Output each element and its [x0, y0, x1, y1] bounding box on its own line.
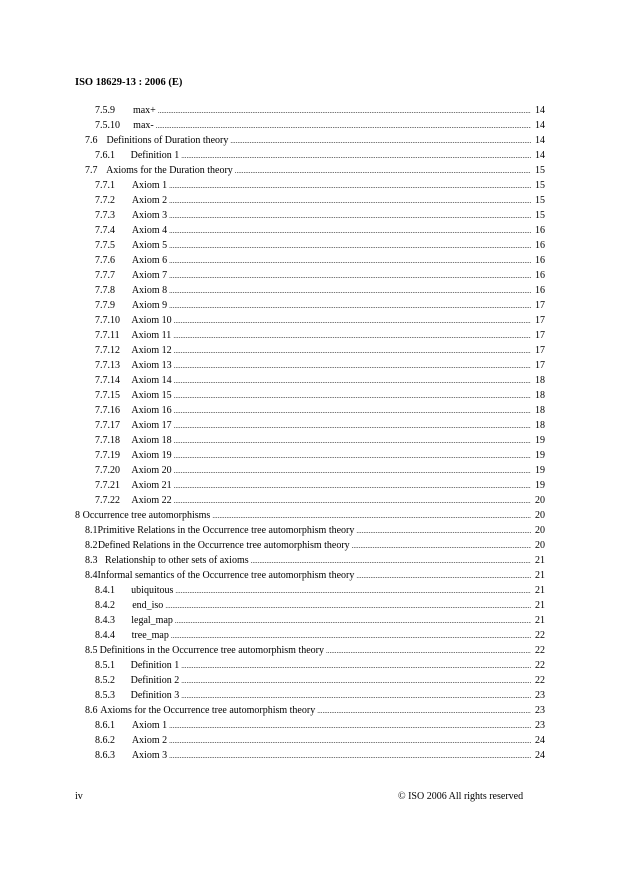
dot-leader: [174, 373, 531, 388]
dot-leader: [326, 643, 531, 658]
toc-entry-title: Axiom 7: [131, 270, 168, 281]
dot-leader: [169, 253, 531, 268]
dot-leader: [169, 223, 531, 238]
toc-entry[interactable]: [75, 103, 545, 118]
toc-entry-title: Axiom 12: [131, 345, 172, 356]
toc-entry-page: 20: [535, 510, 545, 521]
toc-entry-number: 8.5: [85, 645, 98, 656]
toc-entry-page: 15: [535, 165, 545, 176]
toc-entry[interactable]: [75, 208, 545, 223]
toc-entry-page: 22: [535, 675, 545, 686]
toc-entry-title: Axiom 11: [131, 330, 172, 341]
dot-leader: [174, 448, 531, 463]
toc-entry[interactable]: [75, 268, 545, 283]
toc-entry-page: 14: [535, 135, 545, 146]
toc-entry[interactable]: [75, 163, 545, 178]
toc-entry-number: 8: [75, 510, 80, 521]
toc-entry-number: 7.7.21: [95, 480, 120, 491]
toc-entry-number: 8.1: [85, 525, 98, 536]
toc-entry[interactable]: [75, 523, 545, 538]
toc-entry[interactable]: [75, 538, 545, 553]
toc-entry-number: 8.5.3: [95, 690, 115, 701]
toc-entry-number: 7.6: [85, 135, 98, 146]
toc-entry-title: Axiom 3: [131, 750, 168, 761]
toc-entry-number: 7.7.4: [95, 225, 115, 236]
toc-entry-title: Axiom 1: [131, 180, 168, 191]
toc-entry-title: Axiom 16: [131, 405, 172, 416]
dot-leader: [356, 568, 531, 583]
toc-entry-title: Axiom 5: [131, 240, 168, 251]
toc-entry-title: Definition 2: [130, 675, 180, 686]
toc-entry-title: Axiom 1: [131, 720, 168, 731]
toc-entry[interactable]: [75, 478, 545, 493]
toc-entry[interactable]: [75, 643, 545, 658]
dot-leader: [169, 178, 531, 193]
toc-entry[interactable]: [75, 403, 545, 418]
dot-leader: [169, 238, 531, 253]
toc-entry[interactable]: [75, 313, 545, 328]
toc-entry[interactable]: [75, 613, 545, 628]
toc-entry-page: 23: [535, 705, 545, 716]
toc-entry-number: 7.7.17: [95, 420, 120, 431]
dot-leader: [356, 523, 531, 538]
toc-entry[interactable]: [75, 568, 545, 583]
toc-entry-page: 16: [535, 225, 545, 236]
dot-leader: [175, 583, 531, 598]
toc-entry-page: 24: [535, 735, 545, 746]
toc-entry-title: Axiom 2: [131, 735, 168, 746]
toc-entry-number: 7.7.22: [95, 495, 120, 506]
dot-leader: [169, 208, 531, 223]
toc-entry-number: 7.5.10: [95, 120, 120, 131]
toc-entry-title: Axiom 14: [131, 375, 172, 386]
toc-entry[interactable]: [75, 328, 545, 343]
toc-entry[interactable]: [75, 628, 545, 643]
toc-entry-title: Relationship to other sets of axioms: [105, 555, 249, 566]
dot-leader: [235, 163, 531, 178]
toc-entry-title: Definition 1: [130, 660, 180, 671]
toc-entry-title: Axiom 20: [131, 465, 172, 476]
toc-entry-title: Axiom 15: [131, 390, 172, 401]
toc-entry-title: Axiom 2: [131, 195, 168, 206]
toc-entry-page: 19: [535, 480, 545, 491]
toc-entry[interactable]: [75, 253, 545, 268]
dot-leader: [251, 553, 531, 568]
copyright-notice: © ISO 2006 All rights reserved: [398, 791, 524, 802]
dot-leader: [169, 298, 531, 313]
dot-leader: [352, 538, 531, 553]
toc-entry-number: 8.4.3: [95, 615, 115, 626]
toc-entry[interactable]: [75, 133, 545, 148]
toc-entry-page: 17: [535, 315, 545, 326]
dot-leader: [174, 358, 531, 373]
toc-entry[interactable]: [75, 493, 545, 508]
dot-leader: [181, 148, 531, 163]
toc-entry[interactable]: [75, 418, 545, 433]
toc-entry-page: 17: [535, 330, 545, 341]
toc-entry-page: 17: [535, 360, 545, 371]
toc-entry-page: 24: [535, 750, 545, 761]
toc-entry-page: 22: [535, 645, 545, 656]
toc-entry-number: 8.6.2: [95, 735, 115, 746]
toc-entry-page: 16: [535, 270, 545, 281]
toc-entry-page: 14: [535, 105, 545, 116]
toc-entry-title: Axiom 3: [131, 210, 168, 221]
toc-entry[interactable]: [75, 673, 545, 688]
dot-leader: [174, 463, 531, 478]
dot-leader: [174, 343, 531, 358]
toc-entry-page: 18: [535, 420, 545, 431]
toc-entry[interactable]: [75, 118, 545, 133]
toc-entry-number: 7.7.1: [95, 180, 115, 191]
dot-leader: [156, 118, 531, 133]
toc-entry-number: 8.6: [85, 705, 98, 716]
toc-entry-number: 7.7.2: [95, 195, 115, 206]
toc-entry-number: 7.5.9: [95, 105, 115, 116]
dot-leader: [174, 493, 531, 508]
toc-entry-title: max+: [132, 105, 156, 116]
toc-entry[interactable]: [75, 448, 545, 463]
toc-entry[interactable]: [75, 388, 545, 403]
toc-entry-page: 19: [535, 450, 545, 461]
toc-entry-number: 7.7.5: [95, 240, 115, 251]
toc-entry-page: 23: [535, 690, 545, 701]
dot-leader: [174, 313, 531, 328]
dot-leader: [230, 133, 531, 148]
toc-entry-page: 20: [535, 495, 545, 506]
toc-entry-title: tree_map: [131, 630, 169, 641]
toc-entry[interactable]: [75, 433, 545, 448]
toc-entry-page: 21: [535, 585, 545, 596]
toc-entry-title: ubiquitous: [131, 585, 174, 596]
dot-leader: [174, 388, 531, 403]
toc-entry-title: Axiom 6: [131, 255, 168, 266]
toc-entry-number: 8.4.4: [95, 630, 115, 641]
toc-entry-title: legal_map: [131, 615, 173, 626]
toc-entry[interactable]: [75, 583, 545, 598]
toc-entry-number: 7.7.11: [95, 330, 120, 341]
toc-entry[interactable]: [75, 748, 545, 763]
toc-entry[interactable]: [75, 283, 545, 298]
toc-entry-title: Axiom 4: [131, 225, 168, 236]
toc-entry-title: Informal semantics of the Occurrence tree automorphism theory: [97, 570, 355, 581]
toc-entry-title: max-: [133, 120, 154, 131]
toc-entry-title: Axiom 13: [131, 360, 172, 371]
dot-leader: [174, 403, 531, 418]
toc-entry-number: 8.4: [85, 570, 98, 581]
dot-leader: [169, 718, 531, 733]
dot-leader: [169, 733, 531, 748]
toc-entry-title: Axioms for the Duration theory: [106, 165, 233, 176]
toc-entry-title: Occurrence tree automorphisms: [82, 510, 211, 521]
toc-entry-number: 7.7.6: [95, 255, 115, 266]
toc-entry-number: 7.7.8: [95, 285, 115, 296]
dot-leader: [181, 658, 531, 673]
toc-entry[interactable]: [75, 598, 545, 613]
toc-entry-number: 7.7.13: [95, 360, 120, 371]
toc-entry-title: Axiom 19: [131, 450, 172, 461]
toc-entry-number: 7.7.3: [95, 210, 115, 221]
toc-entry-number: 7.6.1: [95, 150, 115, 161]
toc-entry-page: 18: [535, 375, 545, 386]
toc-entry[interactable]: [75, 148, 545, 163]
toc-entry[interactable]: [75, 688, 545, 703]
toc-entry-title: Axiom 9: [131, 300, 168, 311]
toc-entry[interactable]: [75, 508, 545, 523]
toc-entry-number: 8.5.1: [95, 660, 115, 671]
toc-entry-number: 7.7.10: [95, 315, 120, 326]
toc-entry-number: 7.7.18: [95, 435, 120, 446]
page-number: iv: [75, 791, 83, 802]
toc-entry-number: 7.7.15: [95, 390, 120, 401]
toc-entry[interactable]: [75, 358, 545, 373]
dot-leader: [169, 193, 531, 208]
dot-leader: [181, 688, 531, 703]
toc-entry-page: 15: [535, 195, 545, 206]
toc-entry-page: 19: [535, 465, 545, 476]
toc-entry-page: 15: [535, 180, 545, 191]
toc-entry-page: 17: [535, 345, 545, 356]
toc-entry[interactable]: [75, 703, 545, 718]
toc-entry-number: 8.4.2: [95, 600, 115, 611]
toc-entry[interactable]: [75, 718, 545, 733]
toc-entry-page: 18: [535, 405, 545, 416]
toc-entry-number: 7.7.20: [95, 465, 120, 476]
dot-leader: [169, 748, 531, 763]
dot-leader: [171, 628, 531, 643]
toc-entry-title: Axiom 8: [131, 285, 168, 296]
toc-entry-title: Definitions in the Occurrence tree automorphism theory: [99, 645, 325, 656]
toc-entry-title: Axioms for the Occurrence tree automorphism theory: [100, 705, 316, 716]
dot-leader: [175, 613, 531, 628]
toc-entry-number: 7.7.9: [95, 300, 115, 311]
toc-entry[interactable]: [75, 733, 545, 748]
toc-entry-page: 20: [535, 525, 545, 536]
toc-entry-page: 17: [535, 300, 545, 311]
toc-entry-page: 21: [535, 600, 545, 611]
toc-entry-number: 8.3: [85, 555, 98, 566]
toc-entry-number: 7.7.14: [95, 375, 120, 386]
toc-entry-page: 20: [535, 540, 545, 551]
toc-entry-page: 14: [535, 120, 545, 131]
toc-entry-title: Axiom 10: [131, 315, 172, 326]
toc-entry-page: 16: [535, 255, 545, 266]
dot-leader: [212, 508, 531, 523]
toc-entry-number: 8.2: [85, 540, 98, 551]
toc-entry-number: 7.7: [85, 165, 98, 176]
toc-entry-title: Axiom 21: [131, 480, 172, 491]
toc-entry-page: 21: [535, 555, 545, 566]
toc-entry-title: Definition 1: [130, 150, 180, 161]
toc-entry-number: 8.4.1: [95, 585, 115, 596]
toc-entry[interactable]: [75, 223, 545, 238]
toc-entry-page: 16: [535, 240, 545, 251]
toc-entry[interactable]: [75, 553, 545, 568]
toc-entry[interactable]: [75, 238, 545, 253]
toc-entry-page: 23: [535, 720, 545, 731]
toc-entry[interactable]: [75, 298, 545, 313]
toc-entry[interactable]: [75, 373, 545, 388]
dot-leader: [174, 433, 531, 448]
toc-entry-title: Axiom 17: [131, 420, 172, 431]
toc-entry-page: 14: [535, 150, 545, 161]
toc-entry-page: 15: [535, 210, 545, 221]
toc-entry-title: Definitions of Duration theory: [106, 135, 229, 146]
toc-entry[interactable]: [75, 658, 545, 673]
toc-entry-number: 8.6.3: [95, 750, 115, 761]
toc-entry-page: 18: [535, 390, 545, 401]
toc-entry-number: 7.7.16: [95, 405, 120, 416]
dot-leader: [174, 478, 531, 493]
toc-entry-title: Defined Relations in the Occurrence tree automorphism theory: [97, 540, 350, 551]
dot-leader: [169, 283, 531, 298]
toc-entry[interactable]: [75, 463, 545, 478]
toc-entry-title: Axiom 18: [131, 435, 172, 446]
dot-leader: [173, 328, 531, 343]
toc-entry-number: 7.7.12: [95, 345, 120, 356]
toc-entry-page: 21: [535, 570, 545, 581]
toc-entry-title: Axiom 22: [131, 495, 172, 506]
toc-entry-number: 7.7.19: [95, 450, 120, 461]
dot-leader: [165, 598, 531, 613]
table-of-contents: [75, 103, 545, 763]
toc-entry-page: 22: [535, 630, 545, 641]
toc-entry-number: 7.7.7: [95, 270, 115, 281]
dot-leader: [169, 268, 531, 283]
toc-entry[interactable]: [75, 178, 545, 193]
dot-leader: [158, 103, 531, 118]
dot-leader: [181, 673, 531, 688]
toc-entry-number: 8.6.1: [95, 720, 115, 731]
toc-entry-title: Primitive Relations in the Occurrence tree automorphism theory: [97, 525, 355, 536]
toc-entry[interactable]: [75, 193, 545, 208]
toc-entry-title: end_iso: [132, 600, 164, 611]
document-header: ISO 18629-13 : 2006 (E): [75, 77, 183, 88]
toc-entry-page: 16: [535, 285, 545, 296]
toc-entry-page: 22: [535, 660, 545, 671]
dot-leader: [317, 703, 531, 718]
toc-entry-page: 19: [535, 435, 545, 446]
toc-entry-page: 21: [535, 615, 545, 626]
toc-entry-number: 8.5.2: [95, 675, 115, 686]
toc-entry[interactable]: [75, 343, 545, 358]
toc-entry-title: Definition 3: [130, 690, 180, 701]
dot-leader: [174, 418, 531, 433]
